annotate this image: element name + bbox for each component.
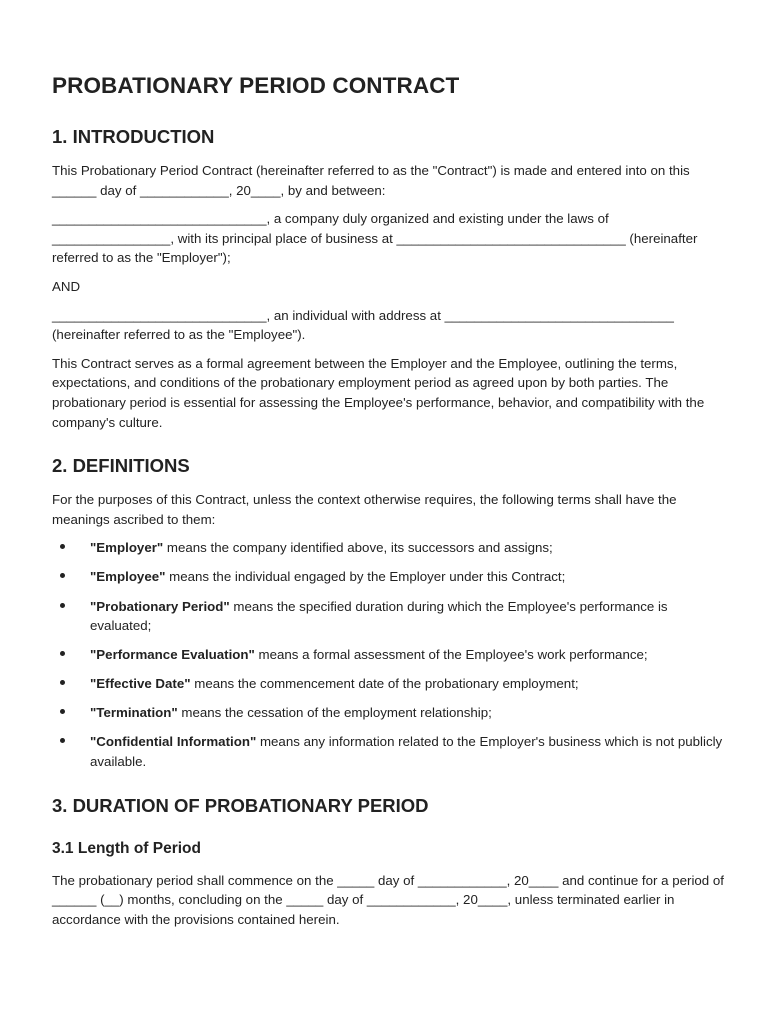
definition-item-termination bbox=[52, 703, 724, 723]
definition-item-performance-evaluation bbox=[52, 645, 724, 665]
definition-item-employer bbox=[52, 538, 724, 558]
section-heading-definitions: 2. DEFINITIONS bbox=[52, 455, 190, 477]
definition-item-probationary-period bbox=[52, 597, 724, 636]
definition-text: means any information related to the Employer's business which is not publicly available. bbox=[90, 734, 723, 770]
intro-and-separator: AND bbox=[52, 278, 81, 294]
bullet-icon bbox=[60, 738, 65, 743]
definition-term: "Employer" bbox=[90, 540, 164, 556]
definition-text: means the company identified above, its successors and assigns; bbox=[163, 540, 553, 556]
bullet-icon bbox=[60, 573, 65, 578]
definitions-intro: For the purposes of this Contract, unless the context otherwise requires, the following terms shall have the meanings ascribed to them: bbox=[52, 492, 677, 527]
definition-text: means a formal assessment of the Employee's work performance; bbox=[254, 647, 648, 663]
bullet-icon bbox=[60, 544, 65, 549]
bullet-icon bbox=[60, 651, 65, 656]
definition-item-effective-date bbox=[52, 674, 724, 694]
definition-term: "Effective Date" bbox=[90, 676, 191, 692]
definition-text: means the commencement date of the probationary employment; bbox=[190, 676, 579, 692]
document-title: PROBATIONARY PERIOD CONTRACT bbox=[52, 73, 460, 98]
definitions-list bbox=[52, 538, 724, 771]
definition-item-employee bbox=[52, 567, 724, 587]
subsection-heading-length-of-period: 3.1 Length of Period bbox=[52, 839, 201, 857]
definition-term: "Confidential Information" bbox=[90, 734, 257, 750]
definition-text: means the individual engaged by the Employer under this Contract; bbox=[165, 569, 566, 585]
definition-term: "Performance Evaluation" bbox=[90, 647, 255, 663]
definition-text: means the cessation of the employment relationship; bbox=[177, 705, 492, 721]
definition-term: "Probationary Period" bbox=[90, 598, 230, 614]
section-heading-introduction: 1. INTRODUCTION bbox=[52, 126, 215, 147]
definition-item-confidential-information bbox=[52, 732, 724, 771]
intro-paragraph-purpose: This Contract serves as a formal agreement between the Employer and the Employee, outlining the terms, expectations, and conditions of the probationary employment period as agreed upon by both parties. The probationary period is essential for assessing the Employee's performance, behavior, and compatibility with the company's culture. bbox=[52, 355, 705, 430]
bullet-icon bbox=[60, 709, 65, 714]
definition-term: "Termination" bbox=[90, 705, 178, 721]
document-page bbox=[52, 72, 724, 929]
intro-paragraph-employer: _____________________________, a company duly organized and existing under the laws of ________________, with its principal place of business at _______________________________ (hereinafter referred to as the "Employer"); bbox=[52, 211, 698, 266]
length-of-period-paragraph: The probationary period shall commence on the _____ day of ____________, 20____ and continue for a period of ______ (__) months, concluding on the _____ day of ____________, 20____, unless terminated earlier in accordance with the provisions contained herein. bbox=[52, 872, 724, 927]
definition-term: "Employee" bbox=[90, 569, 166, 585]
intro-paragraph-1: This Probationary Period Contract (hereinafter referred to as the "Contract") is made and entered into on this ______ day of ____________, 20____, by and between: bbox=[52, 163, 690, 198]
bullet-icon bbox=[60, 603, 65, 608]
definition-text: means the specified duration during which the Employee's performance is evaluated; bbox=[90, 598, 668, 634]
section-heading-duration: 3. DURATION OF PROBATIONARY PERIOD bbox=[52, 794, 429, 816]
intro-paragraph-employee: _____________________________, an individual with address at _______________________________ (hereinafter referred to as the "Employee"). bbox=[52, 307, 674, 343]
bullet-icon bbox=[60, 680, 65, 685]
